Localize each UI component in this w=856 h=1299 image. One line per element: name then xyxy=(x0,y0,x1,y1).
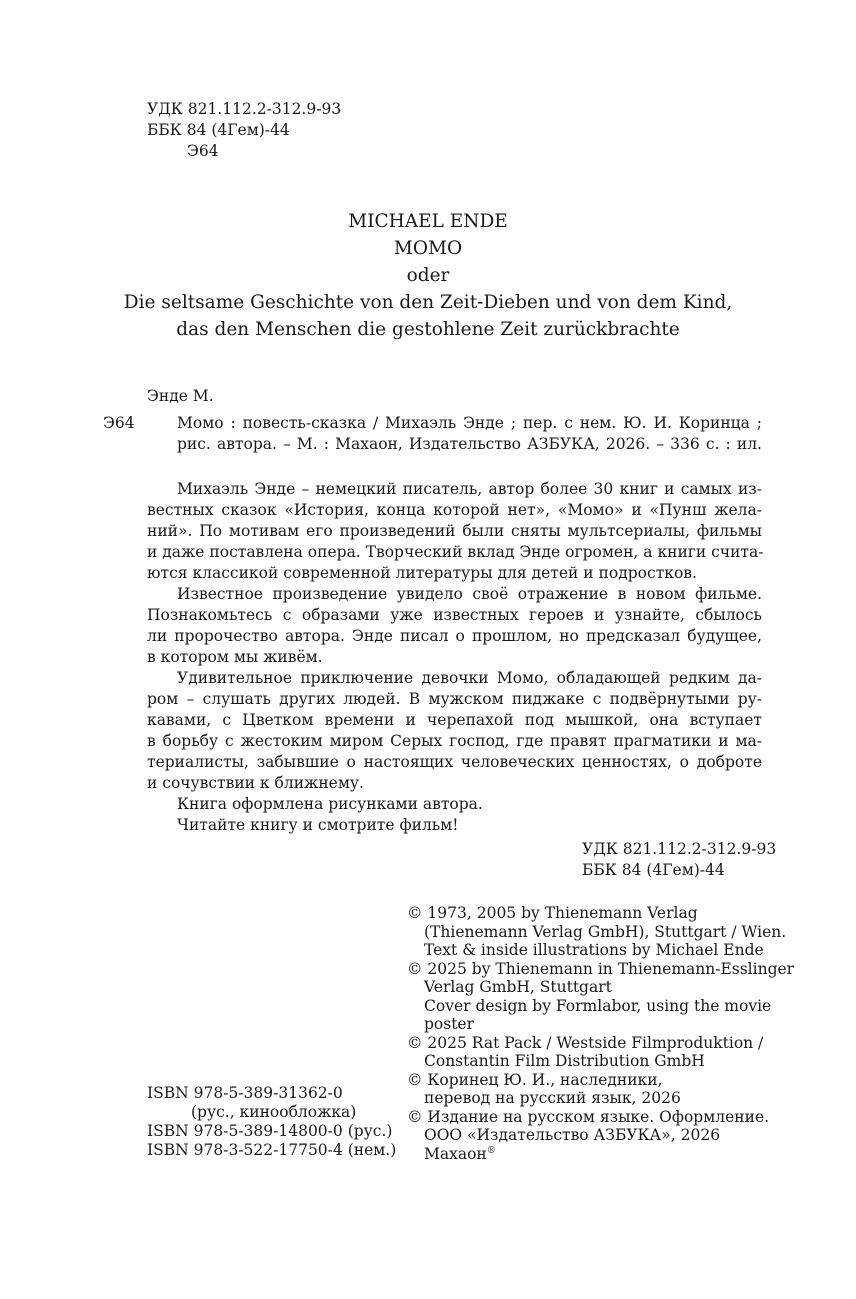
original-title-block xyxy=(0,208,856,343)
original-subtitle-line-1: Die seltsame Geschichte von den Zeit-Dieben und von dem Kind, xyxy=(123,292,733,313)
isbn-line: (рус., кинообложка) xyxy=(191,1103,357,1121)
copyright-line: перевод на русский язык, 2026 xyxy=(424,1089,681,1107)
classification-codes-bottom xyxy=(582,839,776,881)
bibliographic-record xyxy=(177,413,762,455)
annotation-line: в борьбу с жестоким миром Серых господ, где правят прагматики и ма- xyxy=(147,732,762,750)
annotation-line: Михаэль Энде – немецкий писатель, автор более 30 книг и самых из- xyxy=(177,480,762,498)
registered-mark: ® xyxy=(486,1145,496,1156)
udk-code: УДК 821.112.2-312.9-93 xyxy=(147,100,342,118)
isbn-line: ISBN 978-5-389-14800-0 (рус.) xyxy=(147,1122,393,1140)
annotation-line: в котором мы живём. xyxy=(147,648,323,666)
annotation-line: Книга оформлена рисунками автора. xyxy=(177,795,483,813)
annotation-line: кавами, с Цветком времени и черепахой под мышкой, она вступает xyxy=(147,711,762,729)
annotation-line: вестных сказок «История, конца которой нет», «Момо» и «Пунш жела- xyxy=(147,501,762,519)
bbk-code: ББК 84 (4Гем)-44 xyxy=(582,861,725,879)
copyright-line: © 2025 by Thienemann in Thienemann-Esslinger xyxy=(407,959,795,978)
annotation-line: Читайте книгу и смотрите фильм! xyxy=(177,816,459,834)
bbk-code: ББК 84 (4Гем)-44 xyxy=(147,121,290,139)
copyright-line: Verlag GmbH, Stuttgart xyxy=(424,978,612,996)
annotation-line: и даже поставлена опера. Творческий вклад Энде огромен, а книги счита- xyxy=(147,543,764,561)
isbn-block xyxy=(147,1084,396,1160)
annotation-line: ли пророчество автора. Энде писал о прошлом, но предсказал будущее, xyxy=(147,627,762,645)
isbn-line: ISBN 978-3-522-17750-4 (нем.) xyxy=(147,1141,397,1159)
original-conjunction: oder xyxy=(406,265,450,286)
isbn-line: ISBN 978-5-389-31362-0 xyxy=(147,1084,343,1102)
original-subtitle-line-2: das den Menschen die gestohlene Zeit zurückbrachte xyxy=(176,319,680,340)
annotation-line: Познакомьтесь с образами уже известных героев и узнайте, сбылось xyxy=(147,606,762,624)
copyright-line: © 1973, 2005 by Thienemann Verlag xyxy=(407,904,698,922)
udk-code: УДК 821.112.2-312.9-93 xyxy=(582,840,777,858)
annotation-line: Известное произведение увидело своё отражение в новом фильме. xyxy=(177,585,762,603)
copyright-line: poster xyxy=(424,1015,475,1033)
copyright-line: © Коринец Ю. И., наследники, xyxy=(407,1070,663,1089)
annotation-line: Удивительное приключение девочки Момо, обладающей редким да- xyxy=(177,669,762,687)
copyright-line: Cover design by Formlabor, using the movie xyxy=(424,996,772,1015)
copyright-line: Constantin Film Distribution GmbH xyxy=(424,1052,705,1070)
original-title: MOMO xyxy=(393,238,463,259)
publisher-name: Махаон xyxy=(424,1144,487,1163)
copyright-line: (Thienemann Verlag GmbH), Stuttgart / Wien. xyxy=(424,922,787,941)
copyright-line: © Издание на русском языке. Оформление. xyxy=(407,1107,770,1126)
bibliographic-record-line-1: Момо : повесть-сказка / Михаэль Энде ; пер. с нем. Ю. И. Коринца ; xyxy=(177,414,762,432)
copyright-line: ООО «Издательство АЗБУКА», 2026 xyxy=(424,1126,721,1144)
copyright-line xyxy=(407,1145,794,1164)
annotation-line: ются классикой современной литературы для детей и подростков. xyxy=(147,564,697,582)
annotation xyxy=(147,479,762,836)
original-author: MICHAEL ENDE xyxy=(348,211,508,232)
author-mark: Э64 xyxy=(187,142,219,160)
copyright-block xyxy=(407,904,794,1163)
catalog-author-heading: Энде М. xyxy=(147,387,214,405)
annotation-line: и сочувствии к ближнему. xyxy=(147,774,364,792)
annotation-line: ром – слушать других людей. В мужском пиджаке с подвёрнутыми ру- xyxy=(147,690,762,708)
annotation-line: ний». По мотивам его произведений были сняты мультсериалы, фильмы xyxy=(147,522,762,540)
annotation-line: териалисты, забывшие о настоящих человеческих ценностях, о доброте xyxy=(147,753,762,771)
copyright-line: Text & inside illustrations by Michael Ende xyxy=(424,941,764,959)
copyright-line: © 2025 Rat Pack / Westside Filmproduktion / xyxy=(407,1033,764,1052)
bibliographic-record-line-2: рис. автора. – М. : Махаон, Издательство АЗБУКА, 2026. – 336 с. : ил. xyxy=(177,435,762,453)
classification-codes-top xyxy=(147,99,341,162)
catalog-author-mark: Э64 xyxy=(103,414,135,432)
